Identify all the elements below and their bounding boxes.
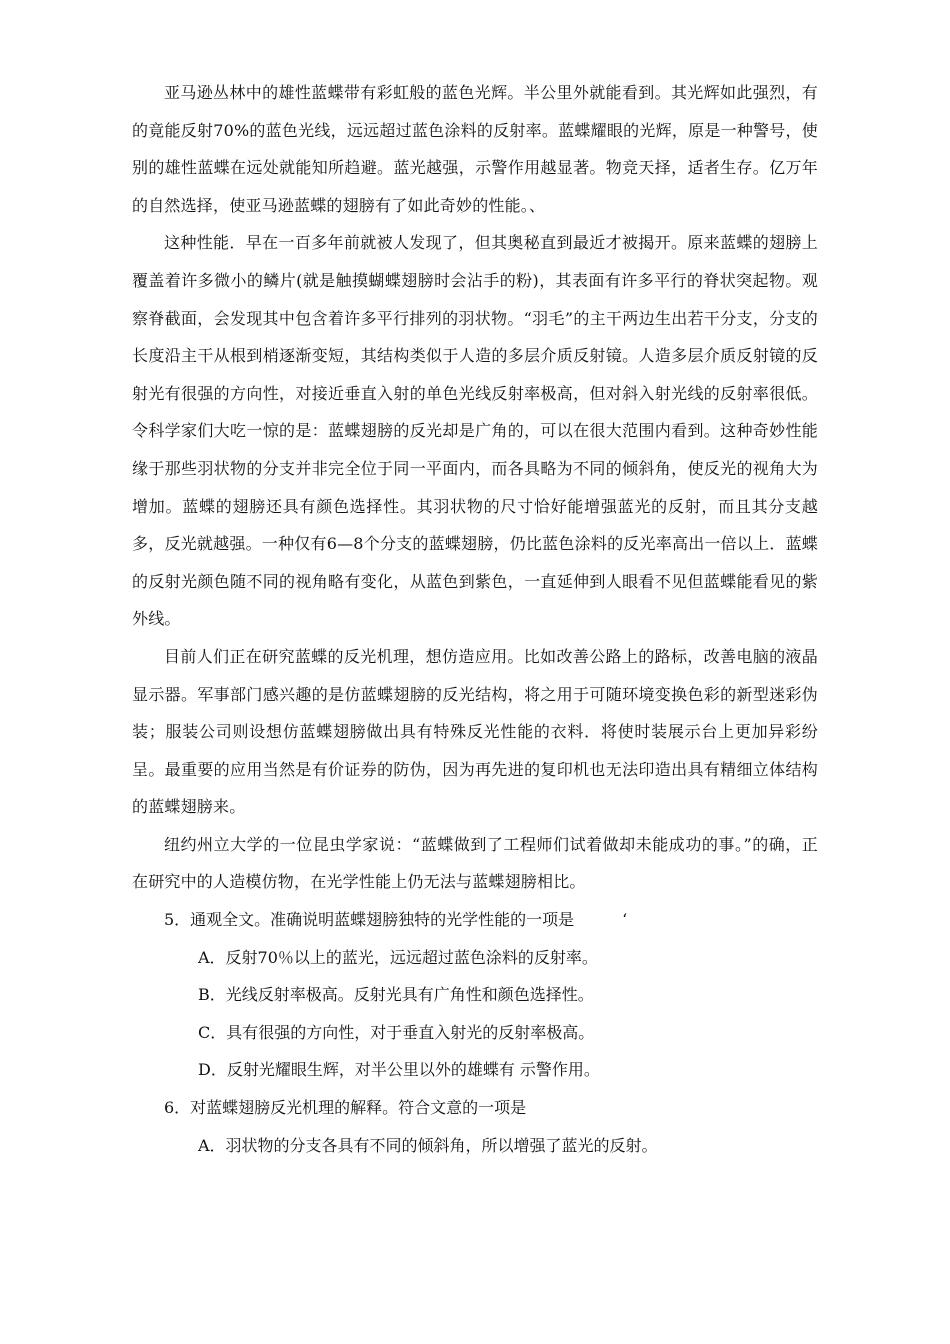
question-5-stem: 5．通观全文。准确说明蓝蝶翅膀独特的光学性能的一项是 ‘ <box>164 910 628 930</box>
passage-paragraph-1: 亚马逊丛林中的雄性蓝蝶带有彩虹般的蓝色光辉。半公里外就能看到。其光辉如此强烈，有的竟能反射70%的蓝色光线，远远超过蓝色涂料的反射率。蓝蝶耀眼的光辉，原是一种警号，使别的雄性蓝蝶在远处就能知所趋避。蓝光越强，示警作用越显著。物竞天择，适者生存。亿万年的自然选择，使亚马逊蓝蝶的翅膀有了如此奇妙的性能。、 <box>132 83 818 215</box>
question-5-option-c: C．具有很强的方向性，对于垂直入射光的反射率极高。 <box>198 1022 595 1042</box>
question-6-stem: 6．对蓝蝶翅膀反光机理的解释。符合文意的一项是 <box>164 1098 527 1118</box>
question-6 <box>132 1089 818 1164</box>
passage-paragraph-4: 纽约州立大学的一位昆虫学家说：“蓝蝶做到了工程师们试着做却未能成功的事。”的确，正在研究中的人造模仿物，在光学性能上仍无法与蓝蝶翅膀相比。 <box>132 834 818 892</box>
question-6-option-a: A．羽状物的分支各具有不同的倾斜角，所以增强了蓝光的反射。 <box>198 1135 658 1155</box>
question-5-option-d: D．反射光耀眼生辉，对半公里以外的雄蝶有 示警作用。 <box>198 1060 600 1080</box>
document-page <box>132 74 818 1164</box>
passage-paragraph-3: 目前人们正在研究蓝蝶的反光机理，想仿造应用。比如改善公路上的路标，改善电脑的液晶显示器。军事部门感兴趣的是仿蓝蝶翅膀的反光结构，将之用于可随环境变换色彩的新型迷彩伪装；服装公司则设想仿蓝蝶翅膀做出具有特殊反光性能的衣料．将使时装展示台上更加异彩纷呈。最重要的应用当然是有价证券的防伪，因为再先进的复印机也无法印造出具有精细立体结构的蓝蝶翅膀来。 <box>132 646 818 817</box>
question-5 <box>132 901 818 1089</box>
question-5-option-b: B．光线反射率极高。反射光具有广角性和颜色选择性。 <box>198 985 594 1005</box>
question-5-option-a: A．反射70％以上的蓝光，远远超过蓝色涂料的反射率。 <box>198 947 598 967</box>
passage-paragraph-2: 这种性能．早在一百多年前就被人发现了，但其奥秘直到最近才被揭开。原来蓝蝶的翅膀上覆盖着许多微小的鳞片(就是触摸蝴蝶翅膀时会沾手的粉)，其表面有许多平行的脊状突起物。观察脊截面，会发现其中包含着许多平行排列的羽状物。“羽毛”的主干两边生出若干分支，分支的长度沿主干从根到梢逐渐变短，其结构类似于人造的多层介质反射镜。人造多层介质反射镜的反射光有很强的方向性，对接近垂直入射的单色光线反射率极高，但对斜入射光线的反射率很低。令科学家们大吃一惊的是：蓝蝶翅膀的反光却是广角的，可以在很大范围内看到。这种奇妙性能缘于那些羽状物的分支并非完全位于同一平面内，而各具略为不同的倾斜角，使反光的视角大为增加。蓝蝶的翅膀还具有颜色选择性。其羽状物的尺寸恰好能增强蓝光的反射，而且其分支越多，反光就越强。一种仅有6—8个分支的蓝蝶翅膀，仍比蓝色涂料的反光率高出一倍以上．蓝蝶的反射光颜色随不同的视角略有变化，从蓝色到紫色，一直延伸到人眼看不见但蓝蝶能看见的紫外线。 <box>132 233 818 629</box>
